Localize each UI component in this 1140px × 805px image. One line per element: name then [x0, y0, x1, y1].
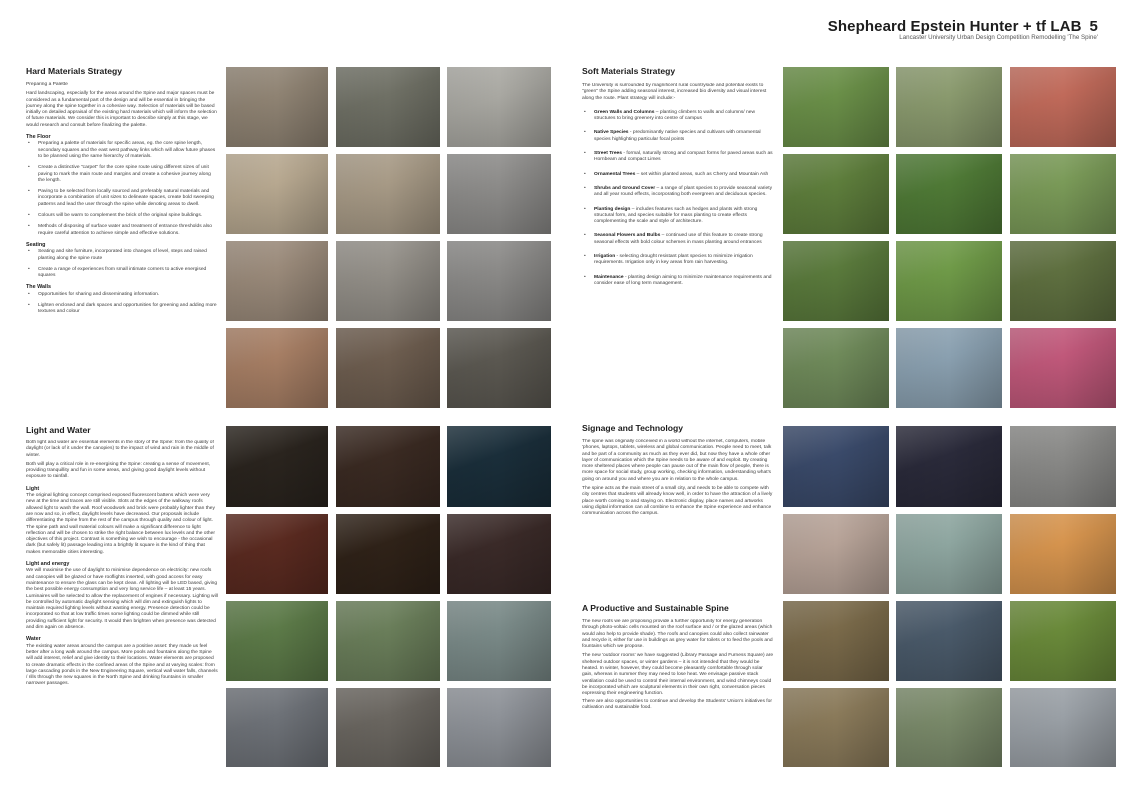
signage-p1: The spine was originally conceived in a world without the internet, computers, mobile 'phones, laptops, tablets, wireless and global communication. People need to meet, talk and be part of a community as much as they ever did, but now they have a whole other layer of communication which the Spine needs to be aware of and exploit. By creating more sheltered places where people can pause out of the main flow of people, there is more space for social study, group working, checking information, understanding what's going on around you and where you are in relation to the whole campus. — [582, 439, 772, 482]
item-term: Maintenance — [594, 274, 624, 280]
productive-title: A Productive and Sustainable Spine — [582, 603, 729, 613]
light-intro-2: Both will play a critical role in re-energising the Spine: creating a sense of movement, providing tranquillity and fun in some areas, and giving good daylight levels without exposure to rainfall. — [26, 461, 211, 480]
signage-p2: The spine acts as the main street of a small city, and needs to be able to compete with city centres that students will already know well, in order to have the attraction of a lively place worth coming to and staying on. Electronic display, place names and artworks using digital information can all combine to enhance the Spine experience and enhance communication across the campus. — [582, 486, 773, 517]
hard-photo — [447, 67, 551, 147]
item-term: Green Walls and Columns — [594, 109, 655, 115]
item-text: – continued use of this feature to create strong seasonal effects with bold colour schemes in mass planting around entrances — [594, 233, 763, 245]
soft-photo — [896, 154, 1002, 234]
soft-materials-text — [582, 83, 774, 413]
productive-p3: There are also opportunities to continue and develop the Students' Union's initiatives for cultivation and sustainable food. — [582, 698, 773, 710]
item-text: - planting design aiming to minimize maintenance requirements and consider ease of long term management. — [594, 274, 772, 286]
signage-photo — [1010, 514, 1116, 594]
signage-title: Signage and Technology — [582, 423, 684, 433]
hard-photo — [447, 328, 551, 408]
soft-photo — [783, 67, 889, 147]
floor-heading: The Floor — [26, 134, 51, 141]
firm-name: Shepheard Epstein Hunter + tf LAB — [827, 18, 1082, 35]
energy-text: We will maximise the use of daylight to minimise dependence on electricity: new roofs and canopies will be glazed or have rooflights inserted, with good access for easy maintenance to ensure the glass can be kept clean. All lighting will be LED based, giving the best possible energy consumption and very long service life – at least 15 years. Luminaires will be selected to allow the replacement of engines if necessary. Lighting will be controlled by automatic daylight sensing which will dim and extinguish lights to maintain required lighting levels without wasting energy. Presence detection could be incorporated so that at low traffic times some lighting could be dimmed while still providing sufficient light for security. It would then brighten when presence was detected and dim again on absence. — [26, 568, 218, 631]
hard-intro-heading: Preparing a Palette — [26, 82, 68, 87]
light-photo — [226, 601, 328, 681]
hard-photo — [336, 328, 440, 408]
item-term: Shrubs and Ground Cover — [594, 185, 656, 191]
soft-photo — [783, 328, 889, 408]
soft-photo — [896, 241, 1002, 321]
hard-photo — [447, 154, 551, 234]
light-photo — [336, 601, 440, 681]
soft-intro: The University is surrounded by magnificent rural countryside and potential exists to "green" the Spine adding seasonal interest, increased bio diversity and visual interest along the route. Plant strategy will include:- — [582, 83, 767, 101]
page-number: 5 — [1089, 18, 1098, 35]
hard-photo — [336, 154, 440, 234]
light-photo — [336, 426, 440, 507]
list-item: • Colours will be warm to complement the brick of the original spine buildings. — [38, 213, 218, 219]
list-item — [594, 130, 774, 143]
signage-photo — [783, 514, 889, 594]
productive-text — [582, 619, 774, 769]
item-text: – a range of plant species to provide seasonal variety and all year round effects, incorporating both evergreen and deciduous species. — [594, 185, 773, 198]
walls-heading: The Walls — [26, 284, 51, 291]
item-text: – includes features such as hedges and plants with strong structural form, and species suitable for mass planting to create effects complementing the scale and style of architecture. — [594, 206, 758, 225]
water-text: The existing water areas around the campus are a positive asset: they made us feel better after a long walk around the campus. More pools and fountains along the Spine will add interest, relief and give identity to their locations. Water elements are proposed to create dramatic effects in the confined areas of the Spine and at varying scales: from large cascading ponds in the New Engineering Square, vertical wall water falls, channels / rills through the new squares in the North Spine and drinking fountains in smaller narrower passages. — [26, 643, 218, 687]
list-item — [594, 186, 774, 199]
item-term: Street Trees — [594, 151, 623, 157]
hard-photo — [336, 241, 440, 321]
list-item: • Lighten enclosed and dark spaces and opportunities for greening and adding more textures and colour — [38, 303, 218, 316]
hard-materials-text — [26, 82, 218, 412]
list-item — [594, 254, 774, 267]
water-heading: Water — [26, 636, 41, 643]
seating-list — [26, 249, 218, 279]
list-item: • Preparing a palette of materials for specific areas, eg. the core spine length, secondary squares and the east west pathway links which will allow future phases to be planned using the same hierarchy of materials. — [38, 141, 218, 160]
item-text: – set within planted areas, such as Cherry and Mountain Ash — [635, 171, 769, 177]
item-text: - formal, naturally strong and compact forms for paved areas such as Hornbeam and compact Limes — [594, 151, 773, 163]
light-photo — [447, 601, 551, 681]
list-item: • Create a range of experiences from small intimate corners to active energised squares — [38, 267, 218, 280]
light-intro-1: Both light and water are essential elements in the story of the Spine: from the quality of daylight (or lack of it under the canopies) to the impact of wind and rain in the middle of winter. — [26, 440, 214, 458]
soft-list — [582, 110, 774, 287]
hard-materials-title: Hard Materials Strategy — [26, 66, 122, 76]
light-photo — [226, 688, 328, 767]
soft-materials-title: Soft Materials Strategy — [582, 66, 676, 76]
hard-intro: Hard landscaping, especially for the areas around the Spine and major spaces must be considered as a fundamental part of the design and will be essential in bringing the journey along the spine together in a cohesive way. Selection of materials will be based initially on detailed appraisal of the existing hard materials which will inform the selection of future materials. We consider this is important to describe simply at this stage, we would research and consult before finalizing the palette. — [26, 91, 217, 128]
list-item — [594, 233, 774, 246]
list-item — [594, 275, 774, 288]
list-item: • Opportunities for sharing and disseminating information. — [38, 292, 218, 298]
light-heading: Light — [26, 485, 40, 492]
light-text: The original lighting concept comprised exposed fluorescent battens which were very new at the time and traces are still visible. Slots at the edges of the walkway roofs allowed light to wash the wall. Roof woodwork and brick were probably lighter than they are now and so, in effect, daylight levels have decreased. Our proposals include differentiating the Spine from the rest of the campus through quality and colour of light. The spine path and wall material colours will make a significant difference to light reflection and will be chosen to strike the right balance between lux levels and the other objectives of this project. Contrast is something we wish to encourage - the occasional dark (but safely lit) passage leading into a brightly lit square is the kind of thing that makes memorable cities interesting. — [26, 493, 215, 555]
soft-photo — [1010, 241, 1116, 321]
productive-photo — [1010, 601, 1116, 681]
productive-photo — [783, 688, 889, 767]
signage-photo — [1010, 426, 1116, 507]
item-text: – planting climbers to walls and columns/ new structures to bring greenery into centre of campus — [594, 109, 755, 122]
soft-photo — [1010, 67, 1116, 147]
walls-list — [26, 292, 218, 316]
list-item — [594, 151, 774, 164]
light-water-text — [26, 440, 218, 765]
energy-heading: Light and energy — [26, 561, 70, 568]
productive-photo — [896, 688, 1002, 767]
soft-photo — [896, 67, 1002, 147]
signage-photo — [896, 514, 1002, 594]
list-item — [594, 172, 774, 178]
signage-text — [582, 439, 774, 589]
hard-photo — [226, 67, 328, 147]
light-photo — [447, 688, 551, 767]
item-term: Seasonal Flowers and Bulbs — [594, 233, 661, 239]
light-water-title: Light and Water — [26, 425, 91, 435]
hard-photo — [226, 328, 328, 408]
list-item: • Methods of disposing of surface water and treatment of entrance thresholds also require careful attention to achieve simple and effective solutions. — [38, 224, 218, 237]
light-photo — [447, 426, 551, 507]
productive-p2: The new 'outdoor rooms' we have suggested (Library Passage and Furness Square) are sheltered outdoor spaces, or winter gardens – it is not intended that they would be heated. In winter, however, they could become pleasantly comfortable through solar gain, whereas in summer they may need to lose heat. We envisage passive stack ventilation could be used to control their internal environment, and wind chimneys could be incorporated which are sculptural elements in their own right, conversation pieces expressing their engineering function. — [582, 653, 774, 697]
soft-photo — [783, 154, 889, 234]
item-text: - predominantly native species and cultivars with ornamental species highlighting particular focal points — [594, 130, 761, 142]
productive-p1: The new roofs we are proposing provide a further opportunity for energy generation through photo-voltaic cells mounted on the roof surface and / or the glazed areas (which would also help to provide shade). The roofs and canopies could also collect rainwater and recycle it, either for use in buildings as grey water for toilets or to feed the pools and fountains which we propose. — [582, 619, 773, 650]
light-photo — [226, 426, 328, 507]
light-photo — [226, 514, 328, 594]
list-item — [594, 110, 774, 123]
list-item — [594, 207, 774, 226]
light-photo — [336, 688, 440, 767]
item-term: Irrigation — [594, 254, 616, 260]
soft-photo — [783, 241, 889, 321]
hard-photo — [226, 154, 328, 234]
soft-photo — [1010, 328, 1116, 408]
hard-photo — [447, 241, 551, 321]
light-photo — [336, 514, 440, 594]
list-item: • Paving to be selected from locally sourced and preferably natural materials and incorporate a combination of unit sizes to delineate spaces, create bold sweeping patterns and lead the user through the spine while denoting areas to dwell. — [38, 189, 218, 208]
signage-photo — [896, 426, 1002, 507]
hard-photo — [226, 241, 328, 321]
item-term: Ornamental Trees — [594, 171, 636, 177]
page-title — [828, 18, 1098, 35]
productive-photo — [896, 601, 1002, 681]
productive-photo — [783, 601, 889, 681]
page-subtitle: Lancaster University Urban Design Competition Remodelling 'The Spine' — [899, 34, 1098, 41]
productive-photo — [1010, 688, 1116, 767]
hard-photo — [336, 67, 440, 147]
floor-list — [26, 141, 218, 237]
light-photo — [447, 514, 551, 594]
item-term: Planting design — [594, 206, 631, 212]
list-item: • Create a distinctive "carpet" for the core spine route using different sizes of unit paving to mark the main route and margins and create a cohesive journey along the length. — [38, 165, 218, 184]
item-term: Native Species — [594, 130, 629, 136]
item-text: - selecting drought resistant plant species to minimize irrigation requirements. Irrigation only in key areas from rain harvesting. — [594, 254, 753, 266]
signage-photo — [783, 426, 889, 507]
seating-heading: Seating — [26, 241, 46, 248]
soft-photo — [896, 328, 1002, 408]
list-item: • Seating and site furniture, incorporated into changes of level, steps and raised planting along the spine route — [38, 249, 218, 262]
soft-photo — [1010, 154, 1116, 234]
